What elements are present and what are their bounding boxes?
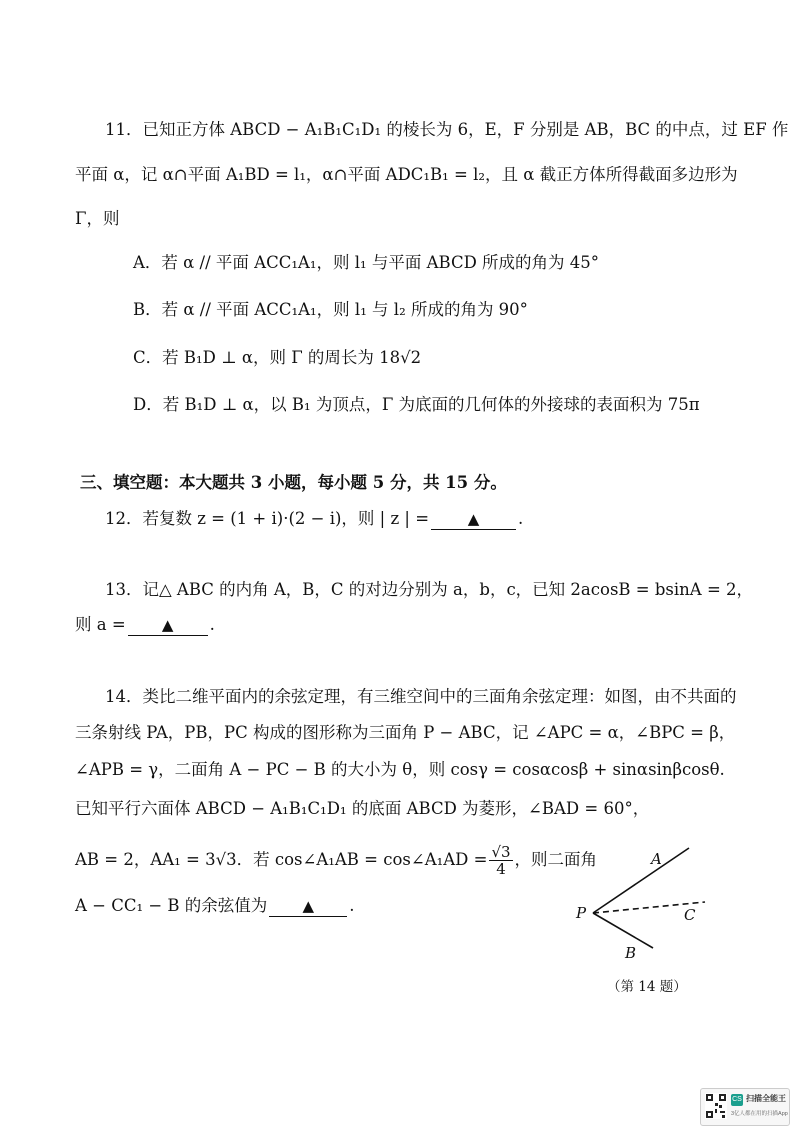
label-p: P (576, 904, 587, 922)
q14-line-4: 已知平行六面体 ABCD − A₁B₁C₁D₁ 的底面 ABCD 为菱形，∠BAD = 60°， (75, 799, 650, 818)
q12-end: . (518, 509, 524, 528)
ray-pb (593, 913, 653, 948)
q12-answer-blank (431, 509, 516, 530)
fraction-sqrt3-over-4 (489, 844, 512, 877)
badge-tagline: 3亿人都在用的扫描App (731, 1111, 788, 1117)
q11-option-c: C．若 B₁D ⊥ α，则 Γ 的周长为 18√2 (133, 348, 422, 367)
section-3-header: 三、填空题：本大题共 3 小题，每小题 5 分，共 15 分。 (80, 473, 507, 492)
badge-app-name: 扫描全能王 (746, 1094, 786, 1103)
q11-option-d: D．若 B₁D ⊥ α，以 B₁ 为顶点，Γ 为底面的几何体的外接球的表面积为 75π (133, 395, 700, 414)
q14-line-5 (75, 844, 597, 877)
q11-line-3: Γ，则 (75, 209, 120, 228)
q11-option-a: A．若 α // 平面 ACC₁A₁，则 l₁ 与平面 ABCD 所成的角为 45° (133, 253, 600, 272)
q11-line-2: 平面 α，记 α∩平面 A₁BD = l₁，α∩平面 ADC₁B₁ = l₂，且 α 截正方体所得截面多边形为 (75, 165, 738, 184)
q14-answer-blank (269, 896, 347, 917)
q12-text: 12．若复数 z = (1 + i)·(2 − i)，则 | z | = (105, 509, 430, 528)
q14-line-2: 三条射线 PA，PB，PC 构成的图形称为三面角 P − ABC，记 ∠APC = α，∠BPC = β， (75, 723, 736, 742)
q14-line-6-text: A − CC₁ − B 的余弦值为 (75, 896, 268, 915)
label-c: C (684, 906, 696, 924)
q14-line-5-text: AB = 2，AA₁ = 3√3．若 cos∠A₁AB = cos∠A₁AD = (75, 850, 488, 869)
q13-end: . (209, 615, 215, 634)
trihedral-angle-figure (565, 838, 715, 973)
q11-option-b: B．若 α // 平面 ACC₁A₁，则 l₁ 与 l₂ 所成的角为 90° (133, 300, 528, 319)
q14-end: . (349, 896, 355, 915)
q14-line-5-post: ，则二面角 (514, 850, 598, 869)
q12-line (105, 506, 523, 532)
q13-line-2-text: 则 a = (75, 615, 126, 634)
q13-line-2 (75, 612, 215, 638)
q14-line-3: ∠APB = γ，二面角 A − PC − B 的大小为 θ，则 cosγ = cosαcosβ + sinαsinβcosθ. (75, 760, 725, 779)
fraction-numerator: √3 (491, 843, 511, 861)
fraction-denominator: 4 (496, 860, 506, 878)
scanner-watermark (700, 1088, 790, 1126)
label-b: B (625, 944, 637, 962)
q12-blank-mark: ▲ (467, 510, 480, 528)
q13-blank-mark: ▲ (161, 616, 174, 634)
q14-blank-mark: ▲ (302, 897, 315, 915)
q14-line-6 (75, 893, 355, 919)
q11-line-1: 11．已知正方体 ABCD − A₁B₁C₁D₁ 的棱长为 6，E，F 分别是 AB，BC 的中点，过 EF 作 (105, 120, 789, 139)
label-a: A (651, 850, 662, 868)
q13-answer-blank (128, 615, 208, 636)
qr-code-icon (705, 1093, 727, 1119)
camscanner-logo-icon: CS (731, 1094, 743, 1106)
ray-pa (593, 848, 689, 913)
q13-line-1: 13．记△ ABC 的内角 A，B，C 的对边分别为 a，b，c，已知 2acosB = bsinA = 2， (105, 580, 754, 599)
figure-caption: （第 14 题） (607, 979, 687, 995)
q14-line-1: 14．类比二维平面内的余弦定理，有三维空间中的三面角余弦定理：如图，由不共面的 (105, 687, 737, 706)
